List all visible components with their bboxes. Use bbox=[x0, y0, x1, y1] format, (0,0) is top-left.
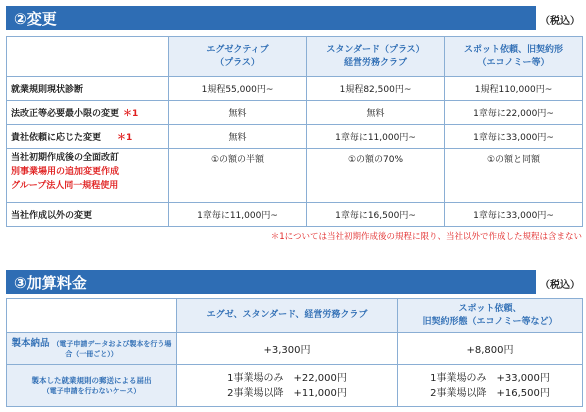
table-row bbox=[7, 125, 583, 149]
cell: +3,300円 bbox=[177, 333, 398, 365]
row-label: 当社初期作成後の全面改訂 別事業場用の追加変更作成 グループ法人同一規程使用 bbox=[7, 149, 169, 203]
header-blank bbox=[7, 37, 169, 77]
cell: 1章毎に33,000円~ bbox=[445, 203, 583, 227]
section-change bbox=[6, 6, 582, 242]
row-label: 貴社依頼に応じた変更 ＊1 bbox=[7, 125, 169, 149]
cell: ①の額の半額 bbox=[169, 149, 307, 203]
cell: 1章毎に11,000円~ bbox=[169, 203, 307, 227]
header-exec-standard: エグゼ、スタンダード、経営労務クラブ bbox=[177, 299, 398, 333]
cell: 1章毎に33,000円~ bbox=[445, 125, 583, 149]
cell: 1事業場のみ +33,000円 2事業場以降 +16,500円 bbox=[398, 365, 583, 407]
table-row bbox=[7, 333, 583, 365]
table-row bbox=[7, 365, 583, 407]
section-title: ②変更 bbox=[14, 10, 57, 28]
section-title: ③加算料金 bbox=[14, 274, 87, 292]
cell: ①の額の70% bbox=[307, 149, 445, 203]
table-row bbox=[7, 101, 583, 125]
cell: +8,800円 bbox=[398, 333, 583, 365]
tax-note: （税込） bbox=[540, 16, 580, 27]
row-label: 法改正等必要最小限の変更 ＊1 bbox=[7, 101, 169, 125]
surcharge-table bbox=[6, 298, 583, 407]
section-surcharge bbox=[6, 270, 582, 407]
header-standard: スタンダード（プラス） 経営労務クラブ bbox=[307, 37, 445, 77]
cell: 1章毎に22,000円~ bbox=[445, 101, 583, 125]
cell: 1章毎に11,000円~ bbox=[307, 125, 445, 149]
row-label: 就業規則現状診断 bbox=[7, 77, 169, 101]
cell: 無料 bbox=[169, 125, 307, 149]
cell: 無料 bbox=[307, 101, 445, 125]
cell: 1規程110,000円~ bbox=[445, 77, 583, 101]
header-spot: スポット依頼、 旧契約形態（エコノミー等など） bbox=[398, 299, 583, 333]
row-label: 当社作成以外の変更 bbox=[7, 203, 169, 227]
change-table bbox=[6, 36, 583, 227]
table-row bbox=[7, 149, 583, 203]
cell: 1規程55,000円~ bbox=[169, 77, 307, 101]
row-label: 製本した就業規則の郵送による届出 （電子申請を行わないケース） bbox=[7, 365, 177, 407]
footnote-mark: ＊1 bbox=[117, 133, 133, 143]
header-executive: エグゼクティブ （プラス） bbox=[169, 37, 307, 77]
section-header-bar bbox=[6, 6, 536, 30]
cell: ①の額と同額 bbox=[445, 149, 583, 203]
row-label: 製本納品 （電子申請データおよび製本を行う場合（一冊ごと）） bbox=[7, 333, 177, 365]
header-blank bbox=[7, 299, 177, 333]
footnote-mark: ＊1 bbox=[123, 109, 139, 119]
table-row bbox=[7, 203, 583, 227]
cell: 1章毎に16,500円~ bbox=[307, 203, 445, 227]
cell: 1事業場のみ +22,000円 2事業場以降 +11,000円 bbox=[177, 365, 398, 407]
table-row bbox=[7, 77, 583, 101]
tax-note: （税込） bbox=[540, 280, 580, 291]
section-header bbox=[6, 6, 582, 30]
section-header bbox=[6, 270, 582, 294]
footnote: ＊1については当社初期作成後の規程に限り、当社以外で作成した規程は含まない bbox=[270, 232, 582, 242]
cell: 無料 bbox=[169, 101, 307, 125]
header-row bbox=[7, 37, 583, 77]
header-row bbox=[7, 299, 583, 333]
header-spot: スポット依頼、旧契約形 （エコノミー等） bbox=[445, 37, 583, 77]
cell: 1規程82,500円~ bbox=[307, 77, 445, 101]
